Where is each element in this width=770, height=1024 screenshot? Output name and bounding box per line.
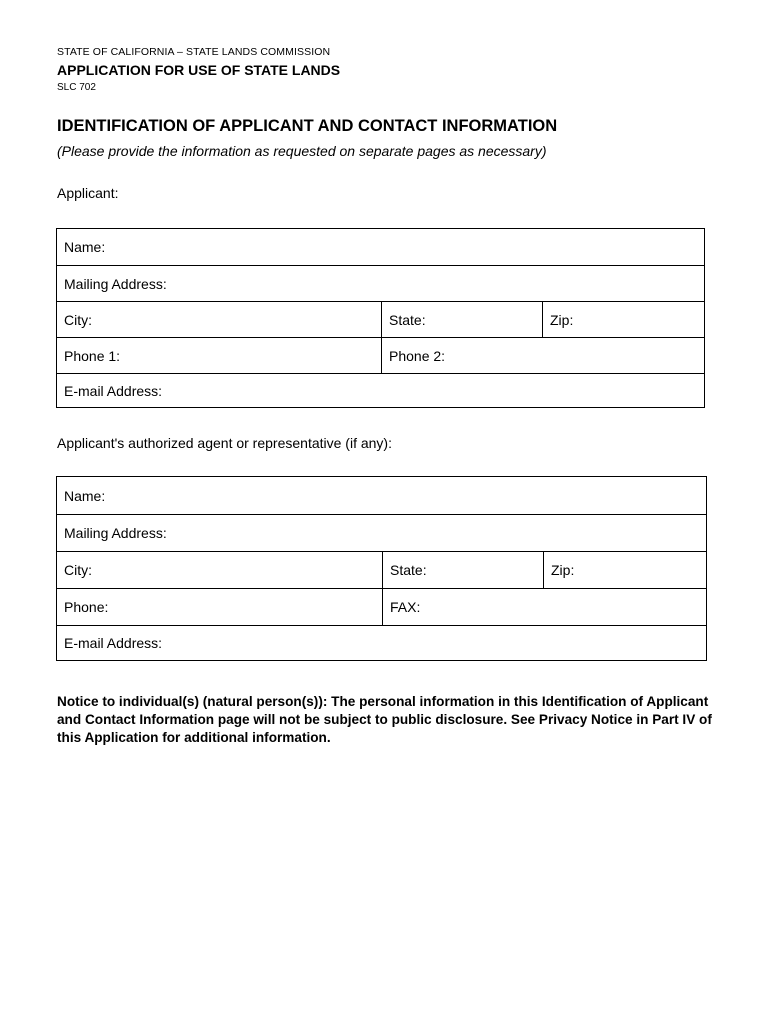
applicant-city-label: City: xyxy=(64,311,92,328)
applicant-email-field[interactable] xyxy=(57,374,704,407)
agent-form-table xyxy=(56,476,707,661)
applicant-mailing-field[interactable] xyxy=(57,266,704,301)
applicant-state-label: State: xyxy=(389,311,426,328)
applicant-phone2-field[interactable] xyxy=(381,338,704,373)
section-subtitle: (Please provide the information as requested on separate pages as necessary) xyxy=(57,143,547,159)
agent-fax-field[interactable] xyxy=(382,589,706,625)
applicant-name-label: Name: xyxy=(64,239,106,255)
applicant-zip-field[interactable] xyxy=(542,302,704,337)
applicant-mailing-label: Mailing Address: xyxy=(64,275,167,292)
applicant-city-field[interactable] xyxy=(57,302,381,337)
applicant-phone1-field[interactable] xyxy=(57,338,381,373)
agent-zip-label: Zip: xyxy=(551,562,575,578)
applicant-heading: Applicant: xyxy=(57,185,119,201)
applicant-name-field[interactable] xyxy=(57,229,704,265)
agent-phone-field[interactable] xyxy=(57,589,382,625)
agent-name-field[interactable] xyxy=(57,477,706,514)
agent-zip-field[interactable] xyxy=(543,552,706,588)
agent-city-row xyxy=(57,551,706,588)
agent-email-label: E-mail Address: xyxy=(64,635,163,651)
applicant-form-table xyxy=(56,228,705,408)
agent-mailing-row xyxy=(57,514,706,551)
applicant-zip-label: Zip: xyxy=(550,311,574,328)
agent-name-row xyxy=(57,477,706,514)
agent-state-label: State: xyxy=(390,562,427,578)
applicant-name-row xyxy=(57,229,704,265)
agent-fax-label: FAX: xyxy=(390,599,421,615)
applicant-city-row xyxy=(57,301,704,337)
agent-email-row xyxy=(57,625,706,660)
agent-mailing-label: Mailing Address: xyxy=(64,525,167,541)
form-title: APPLICATION FOR USE OF STATE LANDS xyxy=(57,62,341,78)
agency-name: STATE OF CALIFORNIA – STATE LANDS COMMISSION xyxy=(57,46,331,58)
applicant-mailing-row xyxy=(57,265,704,301)
applicant-phone-row xyxy=(57,337,704,373)
applicant-email-label: E-mail Address: xyxy=(64,382,163,399)
agent-city-field[interactable] xyxy=(57,552,382,588)
form-code: SLC 702 xyxy=(57,82,96,93)
applicant-phone1-label: Phone 1: xyxy=(64,347,121,364)
agent-email-field[interactable] xyxy=(57,626,706,660)
agent-phone-label: Phone: xyxy=(64,599,109,615)
privacy-notice: Notice to individual(s) (natural person(s)): The personal information in this Identification of Applicant and Contact Information page will not be subject to public disclosure. See Privacy Notice in Part IV of this Application for additional information. xyxy=(57,694,712,745)
section-title: IDENTIFICATION OF APPLICANT AND CONTACT INFORMATION xyxy=(57,117,558,135)
agent-mailing-field[interactable] xyxy=(57,515,706,551)
applicant-state-field[interactable] xyxy=(381,302,542,337)
agent-name-label: Name: xyxy=(64,487,106,504)
applicant-phone2-label: Phone 2: xyxy=(389,347,446,364)
agent-phone-row xyxy=(57,588,706,625)
agent-city-label: City: xyxy=(64,562,92,578)
agent-state-field[interactable] xyxy=(382,552,543,588)
agent-heading: Applicant's authorized agent or representative (if any): xyxy=(57,435,392,451)
applicant-email-row xyxy=(57,373,704,407)
